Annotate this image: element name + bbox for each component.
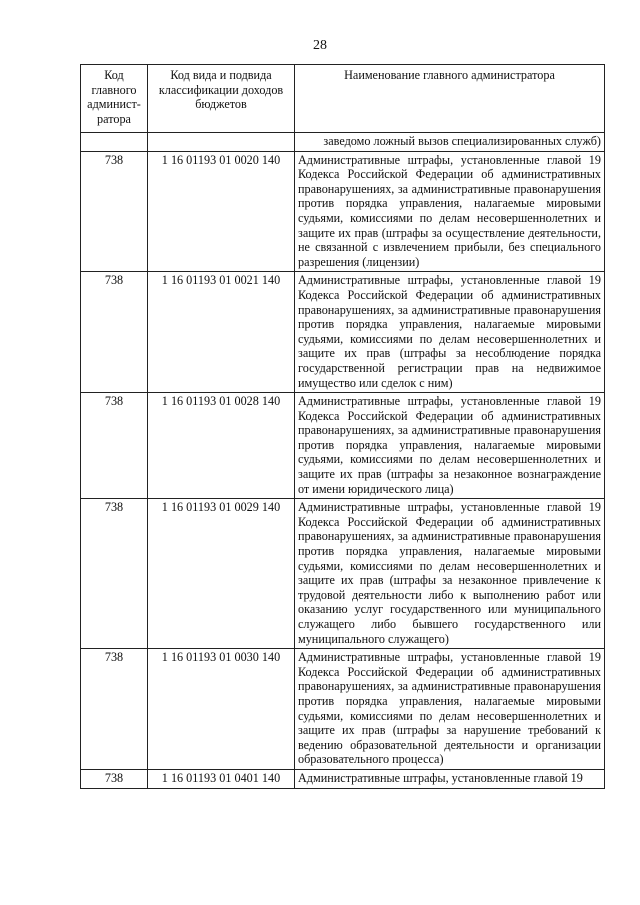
cell-classification-code: 1 16 01193 01 0029 140 bbox=[148, 499, 295, 649]
cell-admin-name: Административные штрафы, установленные главой 19 Кодекса Российской Федерации об административных правонарушениях, за административные правонарушения против порядка управления, налагаемые мировыми судьями, комиссиями по делам несовершеннолетних и защите их прав (штрафы за незаконное привлечение к трудовой деятельности либо к выполнению работ или оказанию услуг государственного или муниципального служащего либо бывшего государственного или муниципального служащего) bbox=[295, 499, 605, 649]
table-row bbox=[81, 769, 605, 788]
header-admin-name: Наименование главного администратора bbox=[295, 65, 605, 133]
cell-admin-code: 738 bbox=[81, 393, 148, 499]
cell-admin-name: Административные штрафы, установленные главой 19 Кодекса Российской Федерации об административных правонарушениях, за административные правонарушения против порядка управления, налагаемые мировыми судьями, комиссиями по делам несовершеннолетних и защите их прав (штрафы за нарушение требований к ведению образовательной деятельности и организации образовательного процесса) bbox=[295, 649, 605, 770]
table-header-row bbox=[81, 65, 605, 133]
cell-admin-code: 738 bbox=[81, 649, 148, 770]
revenue-codes-table bbox=[80, 64, 605, 789]
cell-classification-code bbox=[148, 133, 295, 152]
table-row bbox=[81, 151, 605, 272]
cell-classification-code: 1 16 01193 01 0030 140 bbox=[148, 649, 295, 770]
page-number: 28 bbox=[313, 38, 327, 53]
cell-admin-code: 738 bbox=[81, 151, 148, 272]
table-row bbox=[81, 393, 605, 499]
cell-admin-name: Административные штрафы, установленные главой 19 bbox=[295, 769, 605, 788]
table-row bbox=[81, 499, 605, 649]
header-classification-code: Код вида и подвида классификации доходов бюджетов bbox=[148, 65, 295, 133]
cell-admin-code: 738 bbox=[81, 272, 148, 393]
cell-classification-code: 1 16 01193 01 0028 140 bbox=[148, 393, 295, 499]
cell-admin-name: Административные штрафы, установленные главой 19 Кодекса Российской Федерации об административных правонарушениях, за административные правонарушения против порядка управления, налагаемые мировыми судьями, комиссиями по делам несовершеннолетних и защите их прав (штрафы за несоблюдение порядка государственной регистрации прав на недвижимое имущество или сделок с ним) bbox=[295, 272, 605, 393]
cell-classification-code: 1 16 01193 01 0021 140 bbox=[148, 272, 295, 393]
cell-classification-code: 1 16 01193 01 0020 140 bbox=[148, 151, 295, 272]
table-row bbox=[81, 272, 605, 393]
table-row-continuation bbox=[81, 133, 605, 152]
header-admin-code: Код главного админист-ратора bbox=[81, 65, 148, 133]
cell-admin-name: Административные штрафы, установленные главой 19 Кодекса Российской Федерации об административных правонарушениях, за административные правонарушения против порядка управления, налагаемые мировыми судьями, комиссиями по делам несовершеннолетних и защите их прав (штрафы за осуществление деятельности, не связанной с извлечением прибыли, без специального разрешения (лицензии) bbox=[295, 151, 605, 272]
cell-admin-name: Административные штрафы, установленные главой 19 Кодекса Российской Федерации об административных правонарушениях, за административные правонарушения против порядка управления, налагаемые мировыми судьями, комиссиями по делам несовершеннолетних и защите их прав (штрафы за незаконное вознаграждение от имени юридического лица) bbox=[295, 393, 605, 499]
cell-admin-code: 738 bbox=[81, 769, 148, 788]
cell-admin-code: 738 bbox=[81, 499, 148, 649]
cell-admin-name: заведомо ложный вызов специализированных служб) bbox=[295, 133, 605, 152]
cell-classification-code: 1 16 01193 01 0401 140 bbox=[148, 769, 295, 788]
table-row bbox=[81, 649, 605, 770]
cell-admin-code bbox=[81, 133, 148, 152]
